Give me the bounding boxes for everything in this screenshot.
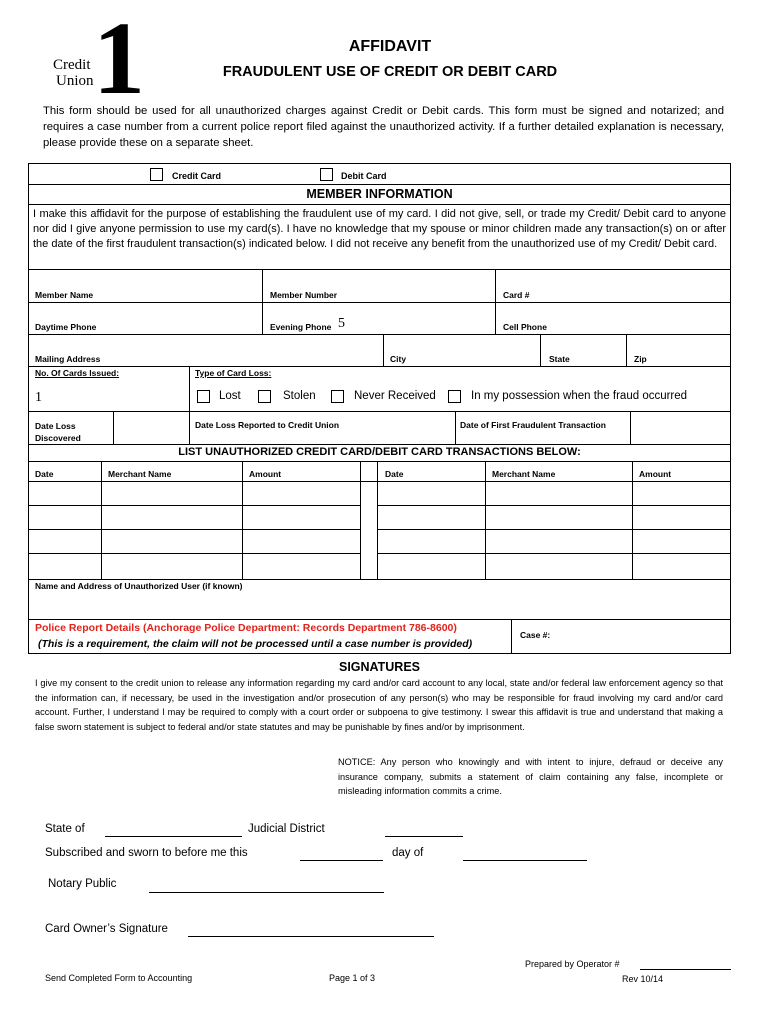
day-of-label: day of (392, 847, 424, 859)
card-number-label: Card # (503, 290, 530, 300)
send-to-accounting: Send Completed Form to Accounting (45, 973, 193, 983)
form-subtitle: FRAUDULENT USE OF CREDIT OR DEBIT CARD (222, 64, 558, 80)
mailing-address-label: Mailing Address (35, 354, 101, 364)
debit-card-label: Debit Card (341, 171, 387, 181)
daytime-phone-label: Daytime Phone (35, 322, 97, 332)
date-loss-reported-label: Date Loss Reported to Credit Union (195, 420, 340, 430)
notary-public-label: Notary Public (48, 878, 117, 890)
date-first-fraud-label: Date of First Fraudulent Transaction (460, 420, 606, 430)
tx-right-merchant-header: Merchant Name (492, 469, 556, 479)
subscribed-label: Subscribed and sworn to before me this (45, 847, 248, 859)
in-possession-checkbox[interactable] (448, 390, 461, 403)
state-label: State (549, 354, 570, 364)
member-info-heading: MEMBER INFORMATION (306, 187, 453, 201)
never-received-checkbox[interactable] (331, 390, 344, 403)
city-label: City (390, 354, 407, 364)
police-report-details: Police Report Details (Anchorage Police Department: Records Department 786-8600) (35, 622, 457, 634)
tx-left-amount-header: Amount (249, 469, 282, 479)
page-number: Page 1 of 3 (329, 973, 376, 983)
card-owner-signature-line[interactable] (188, 936, 434, 937)
police-report-requirement: (This is a requirement, the claim will not be processed until a case number is provided) (38, 638, 473, 650)
notice-paragraph: NOTICE: Any person who knowingly and with intent to injure, defraud or deceive any insurance company, submits a statement of claim containing any false, incomplete or misleading information commits a crime. (338, 757, 723, 796)
credit-card-label: Credit Card (172, 171, 222, 181)
intro-paragraph: This form should be used for all unauthorized charges against Credit or Debit cards. This form must be signed and notarized; and requires a case number from a current police report filed against the unauthorized activity. If a further detailed explanation is necessary, please provide these on a separate sheet. (43, 105, 724, 149)
date-loss-discovered-label: Date Loss Discovered (35, 421, 81, 443)
tx-left-merchant-header: Merchant Name (108, 469, 172, 479)
state-of-label: State of (45, 823, 85, 835)
card-owner-signature-label: Card Owner’s Signature (45, 923, 168, 935)
type-of-loss-label: Type of Card Loss: (195, 368, 272, 378)
tx-left-date-header: Date (35, 469, 54, 479)
stolen-checkbox[interactable] (258, 390, 271, 403)
revision: Rev 10/14 (622, 974, 664, 984)
credit-card-checkbox[interactable] (150, 168, 163, 181)
prepared-by-label: Prepared by Operator # (525, 959, 620, 969)
cards-issued-label: No. Of Cards Issued: (35, 368, 120, 378)
tx-right-amount-header: Amount (639, 469, 672, 479)
consent-paragraph: I give my consent to the credit union to release any information regarding my card and/or card account to any local, state and/or federal law enforcement agency so that the information can, if necessary, be used in the investigation and/or prosecution of any person(s) who may be responsible for fraud involving my card and/or card account. Further, I understand I may be required to comply with a court order or subpoena to give testimony. I swear this affidavit is true and understand that making a false sworn statement is subject to federal and/or state statutes and may be punishable by fines and/or by imprisonment. (35, 678, 723, 732)
evening-phone-label: Evening Phone (270, 322, 332, 332)
transactions-heading: LIST UNAUTHORIZED CREDIT CARD/DEBIT CARD TRANSACTIONS BELOW: (178, 446, 581, 458)
cell-phone-label: Cell Phone (503, 322, 547, 332)
month-line[interactable] (463, 860, 587, 861)
logo-word-credit: Credit (53, 57, 91, 73)
unauthorized-user-label: Name and Address of Unauthorized User (if known) (35, 581, 243, 591)
lost-checkbox[interactable] (197, 390, 210, 403)
logo-numeral: 1 (93, 1, 145, 116)
case-number-label: Case #: (520, 630, 551, 640)
operator-line[interactable] (640, 969, 731, 970)
judicial-district-label: Judicial District (248, 823, 325, 835)
cards-issued-value[interactable]: 1 (35, 390, 42, 405)
notary-line[interactable] (149, 892, 384, 893)
state-of-line[interactable] (105, 836, 242, 837)
signatures-heading: SIGNATURES (338, 660, 421, 674)
tx-right-date-header: Date (385, 469, 404, 479)
day-line[interactable] (300, 860, 383, 861)
never-received-label: Never Received (354, 390, 436, 402)
in-possession-label: In my possession when the fraud occurred (471, 390, 688, 402)
form-title: AFFIDAVIT (348, 38, 432, 55)
evening-phone-value[interactable]: 5 (338, 316, 345, 331)
zip-label: Zip (634, 354, 647, 364)
logo-word-union: Union (56, 73, 94, 89)
debit-card-checkbox[interactable] (320, 168, 333, 181)
member-statement: I make this affidavit for the purpose of establishing the fraudulent use of my card. I did not give, sell, or trade my Credit/ Debit card to anyone nor did I give anyone permission to use my card(s). I have no knowledge that my spouse or minor children made any transaction(s) on or after the date of the first fraudulent transaction(s) indicated below. I did not receive any benefit from the unauthorized use of my Credit/ Debit card. (33, 208, 726, 250)
lost-label: Lost (219, 390, 241, 402)
member-name-label: Member Name (35, 290, 94, 300)
stolen-label: Stolen (283, 390, 316, 402)
member-number-label: Member Number (270, 290, 338, 300)
judicial-district-line[interactable] (385, 836, 463, 837)
